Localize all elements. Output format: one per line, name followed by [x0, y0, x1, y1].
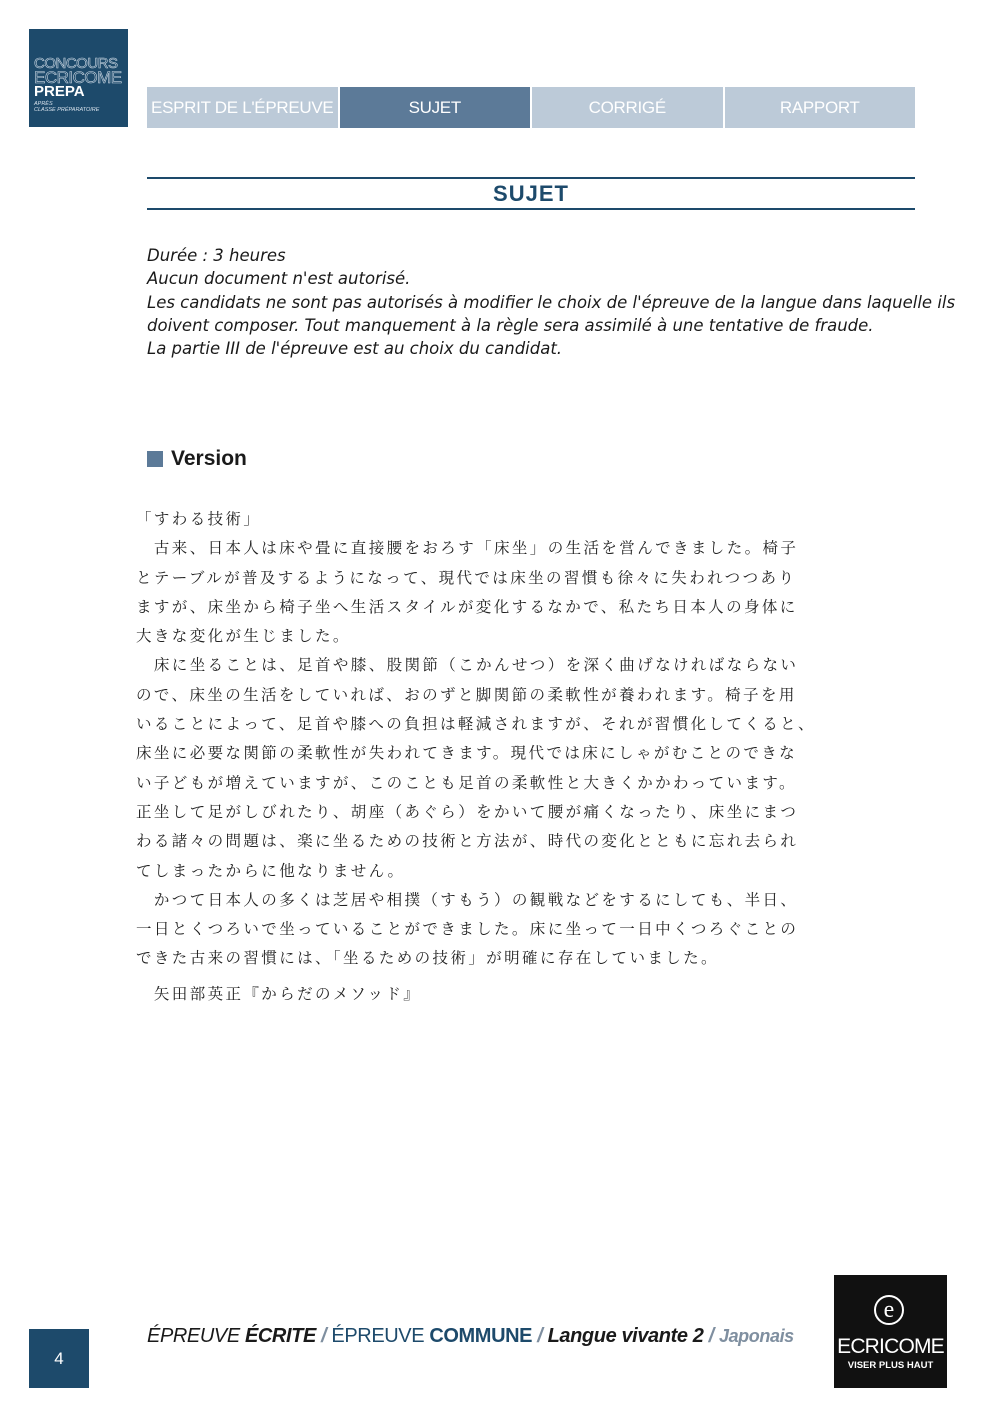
- instruction-line: Durée : 3 heures: [147, 246, 286, 265]
- ecricome-e-icon: [874, 1295, 904, 1325]
- passage-line: いることによって、足首や膝への負担は軽減されますが、それが習慣化してくると、: [136, 715, 816, 734]
- footer-ecrite: ÉCRITE: [244, 1325, 316, 1347]
- version-heading-label: Version: [171, 447, 247, 470]
- passage-title: 「すわる技術」: [136, 510, 262, 528]
- ecricome-logo-name: ECRICOME: [837, 1335, 944, 1358]
- square-bullet-icon: [147, 451, 163, 467]
- version-heading: [147, 447, 247, 471]
- passage-line: てしまったからに他なりません。: [136, 861, 406, 880]
- passage-line: とテーブルが普及するようになって、現代では床坐の習慣も徐々に失われつつあり: [136, 568, 797, 587]
- page-number-box: [29, 1329, 89, 1388]
- logo-line-concours: CONCOURS: [34, 55, 118, 72]
- footer-separator: /: [532, 1325, 548, 1347]
- passage-line: ますが、床坐から椅子坐へ生活スタイルが変化するなかで、私たち日本人の身体に: [136, 597, 798, 616]
- footer-epreuve: ÉPREUVE: [147, 1325, 245, 1347]
- passage-line: 一日とくつろいで坐っていることができました。床に坐って一日中くつろぐことの: [136, 920, 799, 939]
- footer-breadcrumb: [147, 1325, 794, 1348]
- passage-line: 古来、日本人は床や畳に直接腰をおろす「床坐」の生活を営んできました。椅子: [136, 539, 799, 558]
- passage-line: かつて日本人の多くは芝居や相撲（すもう）の観戦などをするにしても、半日、: [136, 890, 799, 909]
- section-tabs: [147, 87, 915, 128]
- footer-langue-vivante: Langue vivante 2: [547, 1325, 704, 1347]
- passage-line: 床に坐ることは、足首や膝、股関節（こかんせつ）を深く曲げなければならない: [136, 656, 799, 675]
- tab-esprit-de-l-epreuve[interactable]: ESPRIT DE L'ÉPREUVE: [147, 87, 338, 128]
- footer-separator: /: [703, 1325, 719, 1347]
- footer-separator: /: [315, 1325, 332, 1347]
- passage-line: 正坐して足がしびれたり、胡座（あぐら）をかいて腰が痛くなったり、床坐にまつ: [136, 802, 799, 821]
- tab-rapport[interactable]: RAPPORT: [725, 87, 916, 128]
- instruction-line: La partie III de l'épreuve est au choix du candidat.: [147, 339, 563, 359]
- passage-line: わる諸々の問題は、楽に坐るための技術と方法が、時代の変化とともに忘れ去られ: [136, 832, 799, 851]
- footer-commune: COMMUNE: [429, 1325, 533, 1347]
- japanese-passage: [136, 505, 936, 1009]
- logo-letter: e: [883, 1297, 895, 1323]
- instruction-line: Les candidats ne sont pas autorisés à modifier le choix de l'épreuve de la langue dans laquelle ils: [147, 292, 956, 312]
- page-number: 4: [54, 1348, 64, 1368]
- logo-line-classe: CLASSE PRÉPARATOIRE: [34, 107, 100, 113]
- ecricome-logo: [834, 1275, 947, 1388]
- section-title-bar: [147, 177, 915, 210]
- instruction-line: doivent composer. Tout manquement à la règle sera assimilé à une tentative de fraude.: [147, 315, 874, 335]
- passage-line: い子どもが増えていますが、このことも足首の柔軟性と大きくかかわっています。: [136, 773, 797, 792]
- tab-corrige[interactable]: CORRIGÉ: [532, 87, 723, 128]
- footer-epreuve-2: ÉPREUVE: [331, 1325, 430, 1347]
- logo-line-ecricome: ECRICOME: [34, 68, 122, 87]
- exam-instructions: [147, 244, 956, 360]
- passage-line: 大きな変化が生じました。: [136, 627, 351, 646]
- instruction-line: Aucun document n'est autorisé.: [147, 269, 411, 289]
- passage-line: できた古来の習慣には、「坐るための技術」が明確に存在していました。: [136, 949, 719, 968]
- ecricome-logo-tagline: VISER PLUS HAUT: [847, 1360, 934, 1371]
- tab-sujet[interactable]: SUJET: [340, 87, 531, 128]
- passage-line: ので、床坐の生活をしていれば、おのずと脚関節の柔軟性が養われます。椅子を用: [136, 685, 797, 704]
- footer-japonais: Japonais: [718, 1326, 794, 1346]
- logo-line-prepa: PREPA: [34, 83, 85, 100]
- logo-line-apres: APRÈS: [34, 101, 53, 107]
- concours-ecricome-prepa-logo: [29, 29, 128, 127]
- section-title: SUJET: [493, 180, 569, 206]
- passage-line: 床坐に必要な関節の柔軟性が失われてきます。現代では床にしゃがむことのできな: [136, 744, 798, 763]
- passage-source: 矢田部英正『からだのメソッド』: [136, 984, 422, 1003]
